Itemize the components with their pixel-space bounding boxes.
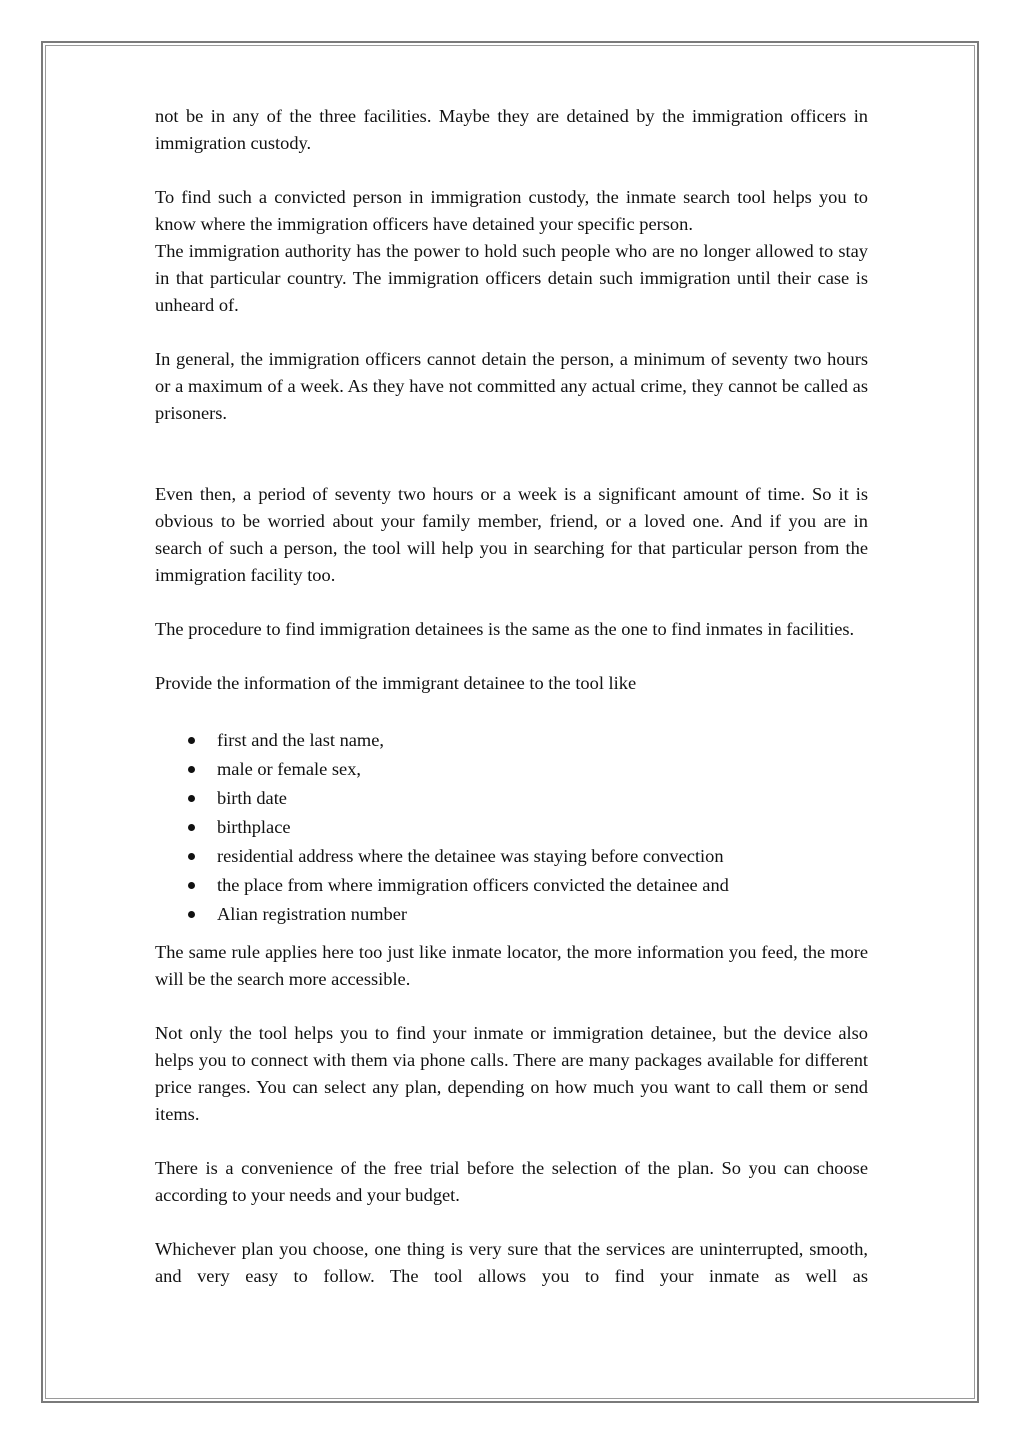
bullet-icon: [188, 737, 195, 744]
paragraph: Provide the information of the immigrant detainee to the tool like: [155, 673, 637, 693]
bullet-icon: [188, 766, 195, 773]
list-item: first and the last name,: [155, 726, 868, 755]
list-item: birthplace: [155, 813, 868, 842]
paragraph: To find such a convicted person in immigration custody, the inmate search tool helps you to know where the immigration officers have detained your specific person.: [155, 187, 868, 234]
list-item: residential address where the detainee was staying before convection: [155, 842, 868, 871]
bullet-icon: [188, 882, 195, 889]
paragraph: not be in any of the three facilities. Maybe they are detained by the immigration officers in immigration custody.: [155, 106, 868, 153]
list-item: Alian registration number: [155, 900, 868, 929]
bullet-icon: [188, 911, 195, 918]
bullet-icon: [188, 853, 195, 860]
list-item: birth date: [155, 784, 868, 813]
paragraph: Not only the tool helps you to find your inmate or immigration detainee, but the device also helps you to connect with them via phone calls. There are many packages available for different price ranges. You can select any plan, depending on how much you want to call them or send items.: [155, 1023, 868, 1124]
paragraph: In general, the immigration officers cannot detain the person, a minimum of seventy two hours or a maximum of a week. As they have not committed any actual crime, they cannot be called as prisoners.: [155, 349, 868, 423]
paragraph: Whichever plan you choose, one thing is very sure that the services are uninterrupted, smooth, and very easy to follow. The tool allows you to find your inmate as well as: [155, 1239, 868, 1286]
paragraph: Even then, a period of seventy two hours or a week is a significant amount of time. So it is obvious to be worried about your family member, friend, or a loved one. And if you are in search of such a person, the tool will help you in searching for that particular person from the immigration facility too.: [155, 484, 868, 585]
list-item: male or female sex,: [155, 755, 868, 784]
paragraph: The procedure to find immigration detainees is the same as the one to find inmates in facilities.: [155, 619, 855, 639]
document-body: [155, 103, 868, 1290]
paragraph: The immigration authority has the power to hold such people who are no longer allowed to stay in that particular country. The immigration officers detain such immigration until their case is unheard of.: [155, 241, 868, 315]
list-item: the place from where immigration officers convicted the detainee and: [155, 871, 868, 900]
paragraph: The same rule applies here too just like inmate locator, the more information you feed, the more will be the search more accessible.: [155, 942, 868, 989]
paragraph: There is a convenience of the free trial before the selection of the plan. So you can choose according to your needs and your budget.: [155, 1158, 868, 1205]
bullet-icon: [188, 795, 195, 802]
bullet-icon: [188, 824, 195, 831]
bullet-list: [155, 726, 868, 929]
